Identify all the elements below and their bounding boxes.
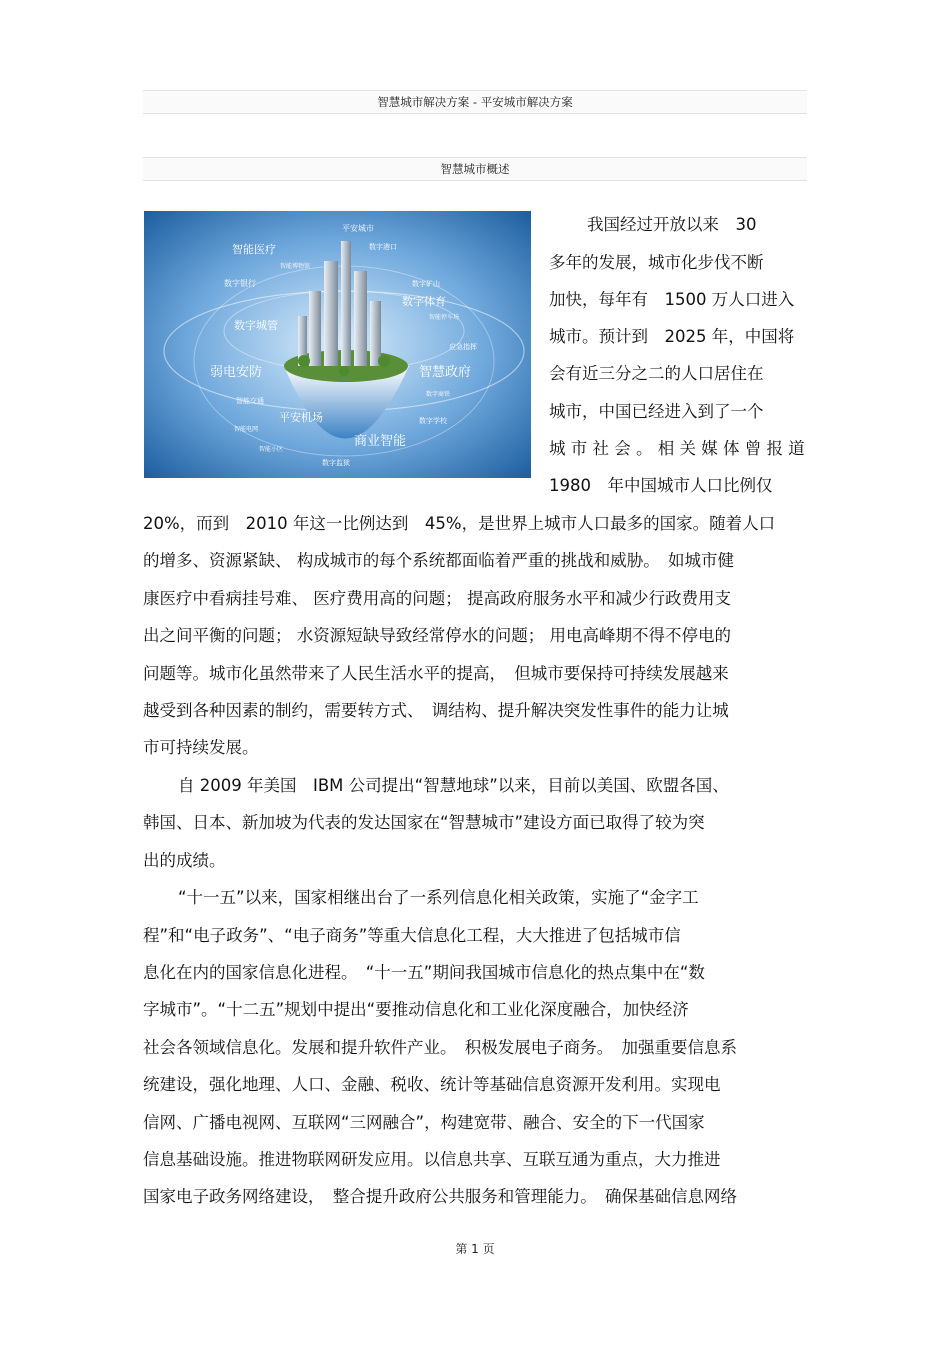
text-line: 市可持续发展。 xyxy=(143,738,259,757)
figure-label: 智能电网 xyxy=(234,426,259,433)
text-line: 问题等。城市化虽然带来了人民生活水平的提高， 但城市要保持可持续发展越来 xyxy=(143,664,729,683)
text-line: 韩国、日本、新加坡为代表的发达国家在“智慧城市”建设方面已取得了较为突 xyxy=(143,813,705,832)
text-line: 1980 年中国城市人口比例仅 xyxy=(549,476,773,495)
figure-label: 数字矿山 xyxy=(412,280,440,288)
figure-label: 数字学校 xyxy=(419,417,447,425)
page-footer xyxy=(0,1240,950,1257)
text-line: 社会各领域信息化。发展和提升软件产业。 积极发展电子商务。 加强重要信息系 xyxy=(143,1038,737,1057)
figure-label: 数字港口 xyxy=(369,243,397,251)
text-line: 会有近三分之二的人口居住在 xyxy=(549,364,764,383)
text-line: 国家电子政务网络建设， 整合提升政府公共服务和管理能力。 确保基础信息网络 xyxy=(143,1187,737,1206)
figure-label: 数字银行 xyxy=(224,279,256,288)
smart-city-illustration xyxy=(144,211,531,478)
figure-label: 智能博物馆 xyxy=(280,263,311,270)
figure-label: 智能停车场 xyxy=(429,314,460,321)
document-title-bar xyxy=(143,90,807,114)
figure-label: 智能小区 xyxy=(259,446,284,453)
figure-label: 数字体育 xyxy=(402,295,446,308)
text-line: 字城市”。“十二五”规划中提出“要推动信息化和工业化深度融合，加快经济 xyxy=(143,1000,689,1019)
text-line: 统建设，强化地理、人口、金融、税收、统计等基础信息资源开发利用。实现电 xyxy=(143,1075,721,1094)
text-line: 多年的发展，城市化步伐不断 xyxy=(549,253,764,272)
figure-label: 数字商铁 xyxy=(426,391,451,398)
page-number: 第 1 页 xyxy=(455,1242,495,1256)
text-line: 加快，每年有 1500 万人口进入 xyxy=(549,290,795,309)
figure-label: 平安机场 xyxy=(279,411,323,424)
figure-label: 应急指挥 xyxy=(449,343,477,351)
text-line: 自 2009 年美国 IBM 公司提出“智慧地球”以来，目前以美国、欧盟各国、 xyxy=(178,776,729,795)
text-line: 城市。预计到 2025 年，中国将 xyxy=(549,327,795,346)
figure-label: 平安城市 xyxy=(342,224,374,233)
text-line: 康医疗中看病挂号难、 医疗费用高的问题； 提高政府服务水平和减少行政费用支 xyxy=(143,589,731,608)
figure-label: 智能交通 xyxy=(236,397,264,405)
text-line: 出之间平衡的问题； 水资源短缺导致经常停水的问题； 用电高峰期不得不停电的 xyxy=(143,626,731,645)
text-line: 的增多、资源紧缺、 构成城市的每个系统都面临着严重的挑战和威胁。 如城市健 xyxy=(143,551,734,570)
text-line: 20%，而到 2010 年这一比例达到 45%，是世界上城市人口最多的国家。随着人口 xyxy=(143,514,776,533)
smart-city-graphic xyxy=(144,211,531,478)
text-line: 程”和“电子政务”、“电子商务”等重大信息化工程，大大推进了包括城市信 xyxy=(143,926,681,945)
figure-label: 智能医疗 xyxy=(232,243,276,256)
text-line: 信息基础设施。推进物联网研发应用。以信息共享、互联互通为重点，大力推进 xyxy=(143,1150,721,1169)
section-title: 智慧城市概述 xyxy=(440,162,510,176)
text-line: 城市，中国已经进入到了一个 xyxy=(549,402,764,421)
text-line: 信网、广播电视网、互联网“三网融合”，构建宽带、融合、安全的下一代国家 xyxy=(143,1113,705,1132)
text-line: “十一五”以来，国家相继出台了一系列信息化相关政策，实施了“金字工 xyxy=(178,888,699,907)
text-line: 越受到各种因素的制约，需要转方式、 调结构、提升解决突发性事件的能力让城 xyxy=(143,701,729,720)
figure-label: 商业智能 xyxy=(354,434,407,449)
figure-label: 数字城管 xyxy=(234,319,278,332)
section-title-bar xyxy=(143,157,807,181)
text-line: 我国经过开放以来 30 xyxy=(587,215,757,234)
figure-label: 弱电安防 xyxy=(210,365,263,380)
document-title: 智慧城市解决方案 - 平安城市解决方案 xyxy=(377,95,573,109)
text-line: 城 市 社 会 。 相 关 媒 体 曾 报 道 xyxy=(549,439,805,458)
figure-label: 智慧政府 xyxy=(419,365,472,380)
text-line: 息化在内的国家信息化进程。 “十一五”期间我国城市信息化的热点集中在“数 xyxy=(143,963,705,982)
figure-label: 数字监狱 xyxy=(322,459,350,467)
text-line: 出的成绩。 xyxy=(143,851,226,870)
